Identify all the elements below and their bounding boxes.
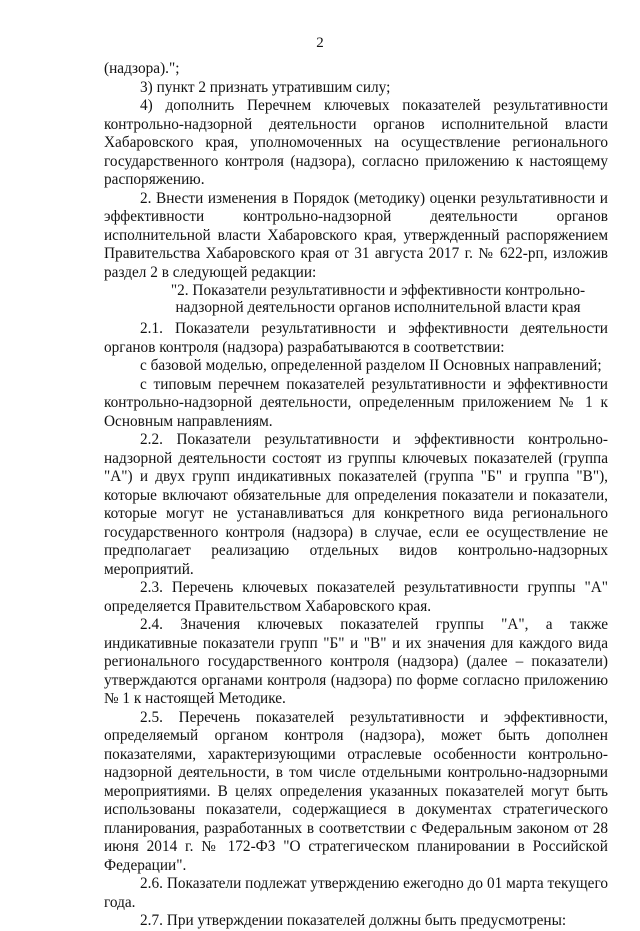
paragraph-section-2-amendment: 2. Внести изменения в Порядок (методику) оценки результативности и эффективности контрольно-надзорной деятельности органов исполнительной власти Хабаровского края, утвержденный распоряжением Правительства Хабаровского края от 31 августа 2017 г. № 622-рп, изложив раздел 2 в следующей редакции:	[104, 189, 608, 281]
paragraph-2-1: 2.1. Показатели результативности и эффективности деятельности органов контроля (надзора) разрабатываются в соответствии:	[104, 320, 608, 356]
paragraph-2-1-item-b: с типовым перечнем показателей результативности и эффективности контрольно-надзорной деятельности, определенным приложением № 1 к Основным направлениям.	[104, 375, 608, 430]
document-body	[104, 60, 608, 931]
paragraph-2-4: 2.4. Значения ключевых показателей группы "А", а также индикативные показатели групп "Б" и "В" и их значения для каждого вида регионального государственного контроля (надзора) (далее – показатели) утверждаются органами контроля (надзора) по форме согласно приложению № 1 к настоящей Методике.	[104, 616, 608, 707]
paragraph-item-4: 4) дополнить Перечнем ключевых показателей результативности контрольно-надзорной деятельности органов исполнительной власти Хабаровского края, уполномоченных на осуществление регионального государственного контроля (надзора), согласно приложению к настоящему распоряжению.	[104, 97, 608, 188]
paragraph-2-5: 2.5. Перечень показателей результативности и эффективности, определяемый органом контроля (надзора), может быть дополнен показателями, характеризующими отраслевые особенности контрольно-надзорной деятельности, в том числе отдельными контрольно-надзорными мероприятиями. В целях определения указанных показателей могут быть использованы показатели, содержащиеся в документах стратегического планирования, разработанных в соответствии с Федеральным законом от 28 июня 2014 г. № 172-ФЗ "О стратегическом планировании в Российской Федерации".	[104, 708, 608, 874]
paragraph-2-3: 2.3. Перечень ключевых показателей результативности группы "А" определяется Правительством Хабаровского края.	[104, 579, 608, 615]
paragraph-2-1-item-a: с базовой моделью, определенной разделом II Основных направлений;	[140, 357, 602, 374]
paragraph-2-6: 2.6. Показатели подлежат утверждению ежегодно до 01 марта текущего года.	[104, 875, 608, 911]
paragraph-2-7: 2.7. При утверждении показателей должны быть предусмотрены:	[140, 912, 567, 929]
paragraph-item-3: 3) пункт 2 признать утратившим силу;	[140, 78, 391, 96]
page-number: 2	[316, 35, 324, 51]
section-heading: "2. Показатели результативности и эффективности контрольно-надзорной деятельности органов исполнительной власти края	[170, 282, 586, 316]
paragraph-continuation: (надзора).";	[104, 60, 180, 77]
paragraph-2-2: 2.2. Показатели результативности и эффективности контрольно-надзорной деятельности состоят из группы ключевых показателей (группа "А") и двух групп индикативных показателей (группа "Б" и группа "В"), которые включают обязательные для определения показатели и показатели, которые могут не устанавливаться для конкретного вида регионального государственного контроля (надзора) в случае, если ее осуществление не предполагает реализацию отдельных видов контрольно-надзорных мероприятий.	[104, 431, 608, 578]
